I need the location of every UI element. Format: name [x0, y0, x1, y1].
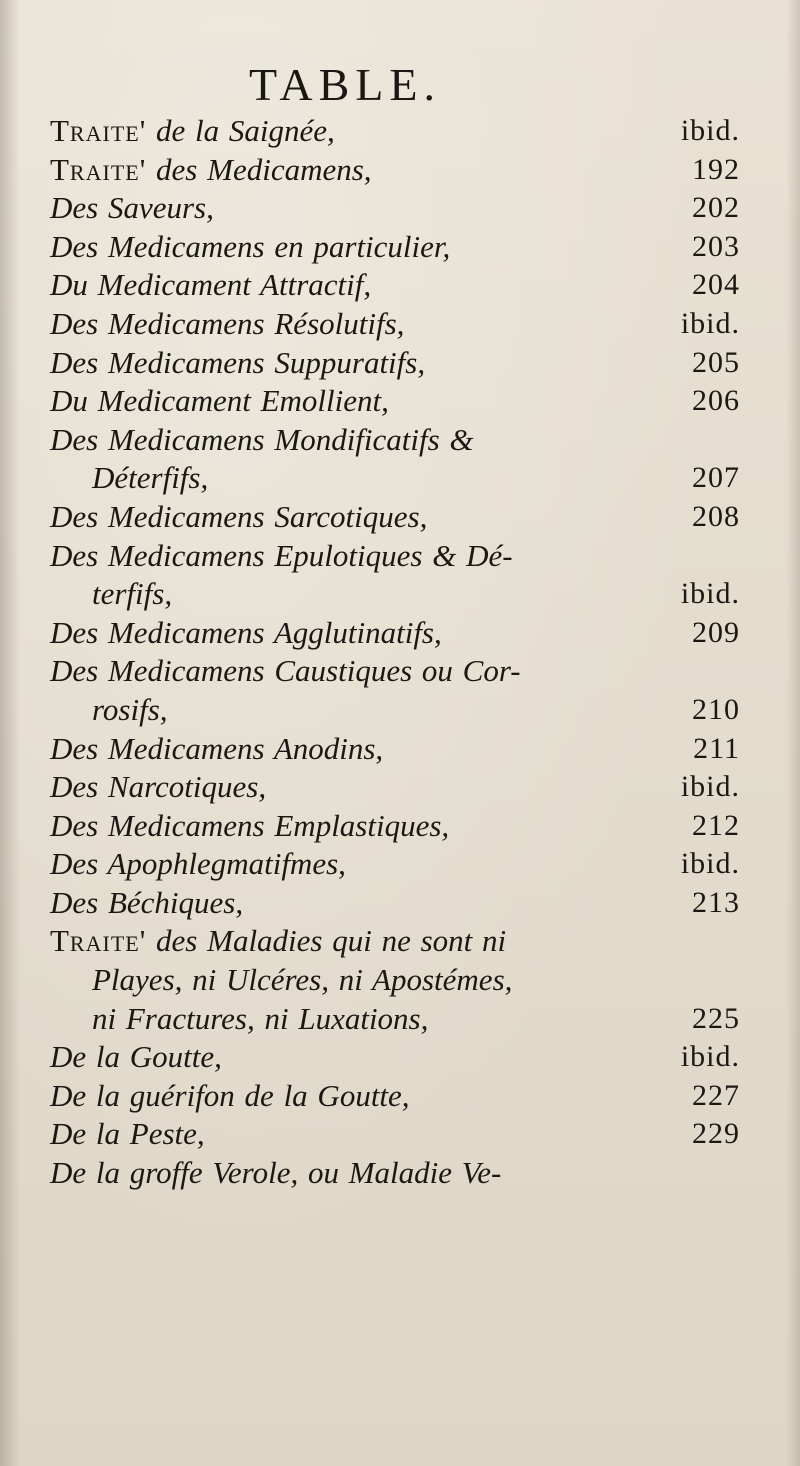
toc-entry: [50, 1154, 740, 1193]
toc-entry-continued: [50, 961, 740, 1000]
table-of-contents: [50, 112, 740, 1193]
entry-page: 209: [692, 615, 740, 649]
entry-page: 225: [692, 1001, 740, 1035]
toc-entry: [50, 1038, 740, 1077]
toc-entry: [50, 1115, 740, 1154]
entry-page: 211: [693, 731, 740, 765]
entry-label: Des Medicamens Mondificatifs &: [50, 421, 474, 457]
toc-entry: [50, 421, 740, 460]
entry-label: ni Fractures, ni Luxations,: [92, 1000, 429, 1036]
entry-label: Des Medicamens Résolutifs,: [50, 305, 405, 341]
entry-label: de la Saignée,: [146, 113, 335, 148]
entry-label: terfifs,: [92, 576, 173, 612]
toc-entry-continued: [50, 459, 740, 498]
toc-entry: [50, 768, 740, 807]
toc-entry: [50, 189, 740, 228]
entry-label: Des Medicamens Emplastiques,: [50, 807, 450, 843]
entry-page: ibid.: [680, 577, 740, 611]
entry-label: Du Medicament Emollient,: [50, 383, 389, 419]
toc-entry: [50, 652, 740, 691]
entry-label: Des Medicamens en particulier,: [50, 228, 451, 264]
entry-page: 212: [692, 808, 740, 842]
toc-entry: [50, 730, 740, 769]
toc-entry: [50, 382, 740, 421]
entry-page: ibid.: [680, 770, 740, 804]
entry-page: 210: [692, 692, 740, 726]
entry-page: 208: [692, 499, 740, 533]
entry-label: Des Medicamens Agglutinatifs,: [50, 614, 442, 650]
entry-page: 203: [692, 229, 740, 263]
toc-entry: [50, 537, 740, 576]
entry-text: [50, 151, 372, 190]
entry-label: Du Medicament Attractif,: [50, 267, 372, 303]
entry-page: 207: [692, 461, 740, 495]
entry-text: [50, 922, 506, 961]
entry-label: rosifs,: [92, 691, 168, 727]
entry-prefix: Traite': [50, 923, 147, 959]
entry-label: Déterfifs,: [92, 460, 209, 496]
entry-label: des Maladies qui ne sont ni: [146, 923, 507, 959]
entry-label: Des Apophlegmatifmes,: [50, 846, 346, 882]
toc-entry: [50, 151, 740, 190]
toc-entry: [50, 614, 740, 653]
toc-entry: [50, 922, 740, 961]
toc-entry-continued: [50, 1000, 740, 1039]
entry-page: 206: [692, 384, 740, 418]
entry-label: Playes, ni Ulcéres, ni Apostémes,: [92, 962, 513, 998]
entry-label: Des Medicamens Suppuratifs,: [50, 344, 426, 380]
entry-page: ibid.: [680, 847, 740, 881]
entry-page: 227: [692, 1078, 740, 1112]
entry-label: Des Béchiques,: [50, 884, 244, 920]
entry-page: 192: [692, 152, 740, 186]
entry-page: 205: [692, 345, 740, 379]
toc-entry: [50, 112, 740, 151]
toc-entry-continued: [50, 691, 740, 730]
entry-page: ibid.: [680, 114, 740, 147]
toc-entry: [50, 845, 740, 884]
entry-page: ibid.: [680, 1040, 740, 1074]
entry-prefix: Traite': [50, 113, 147, 148]
toc-entry: [50, 266, 740, 305]
entry-page: 229: [692, 1117, 740, 1151]
entry-label: De la guérifon de la Goutte,: [50, 1077, 410, 1113]
entry-label: Des Saveurs,: [50, 190, 214, 226]
toc-entry: [50, 228, 740, 267]
entry-prefix: Traite': [50, 151, 147, 187]
entry-page: 202: [692, 191, 740, 225]
entry-page: 213: [692, 885, 740, 919]
entry-label: Des Medicamens Epulotiques & Dé-: [50, 537, 513, 573]
toc-entry: [50, 498, 740, 537]
entry-label: De la Goutte,: [50, 1039, 222, 1075]
entry-label: De la groffe Verole, ou Maladie Ve-: [50, 1155, 502, 1191]
entry-page: ibid.: [680, 306, 740, 340]
entry-label: De la Peste,: [50, 1116, 205, 1152]
entry-label: Des Medicamens Anodins,: [50, 730, 384, 766]
entry-label: Des Medicamens Sarcotiques,: [50, 498, 428, 534]
toc-entry: [50, 884, 740, 923]
entry-label: Des Narcotiques,: [50, 769, 267, 805]
page-title: TABLE.: [248, 59, 441, 110]
toc-entry: [50, 305, 740, 344]
entry-label: des Medicamens,: [146, 151, 372, 187]
entry-page: 204: [692, 268, 740, 302]
entry-label: Des Medicamens Caustiques ou Cor-: [50, 653, 521, 689]
toc-entry: [50, 1077, 740, 1116]
toc-entry-continued: [50, 575, 740, 614]
entry-text: [50, 112, 335, 151]
toc-entry: [50, 344, 740, 383]
toc-entry: [50, 807, 740, 846]
